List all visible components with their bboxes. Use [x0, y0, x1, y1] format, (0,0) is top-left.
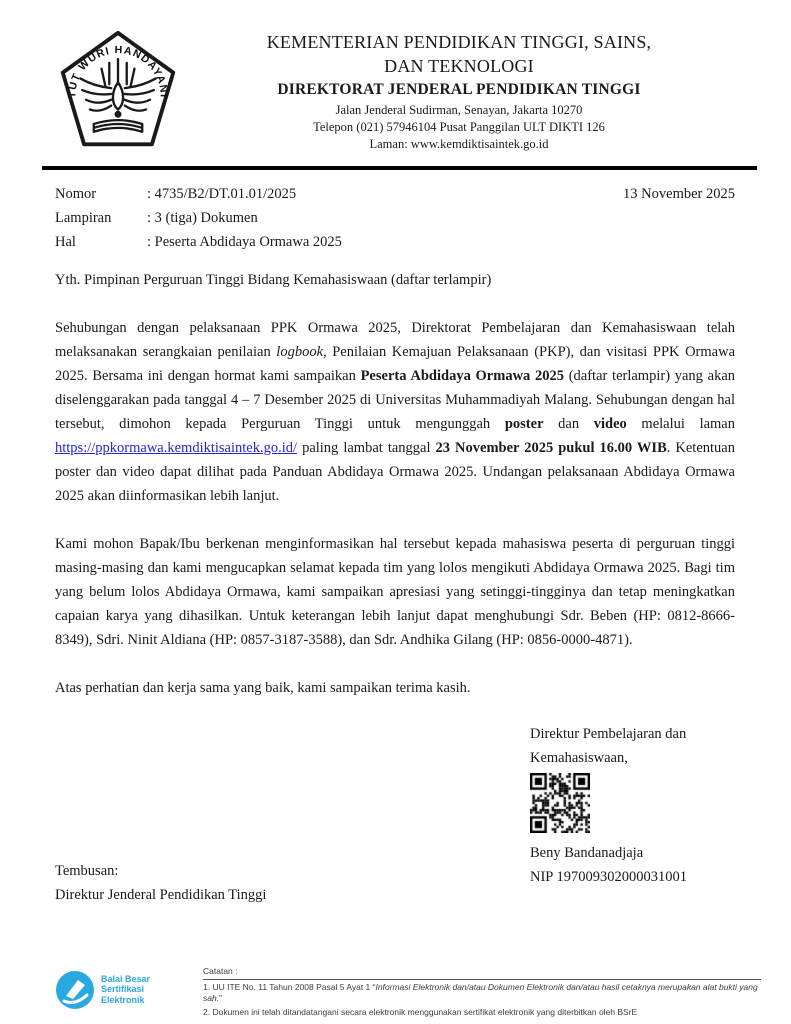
- catatan-label: Catatan :: [203, 965, 761, 980]
- tembusan-block: [55, 859, 530, 907]
- paragraph-2: Kami mohon Bapak/Ibu berkenan menginformasikan hal tersebut kepada mahasiswa peserta di perguruan tinggi masing-masing dan kami mengucapkan selamat kepada tim yang lolos mengikuti Abdidaya Ormawa 2025. Bagi tim yang belum lolos Abdidaya Ormawa, kami sampaikan apresiasi yang setinggi-tingginya dan tetap meningkatkan capaian karya yang dihasilkan. Untuk keterangan lebih lanjut dapat menghubungi Sdr. Beben (HP: 0812-8666-8349), Sdri. Ninit Aldiana (HP: 0857-3187-3588), dan Sdr. Andhika Gilang (HP: 0856-0000-4871).: [55, 536, 735, 648]
- directorate-name: DIREKTORAT JENDERAL PENDIDIKAN TINGGI: [277, 81, 641, 98]
- meta-value: : 3 (tiga) Dokumen: [147, 210, 258, 226]
- bsre-line1: Balai Besar: [101, 973, 151, 984]
- signer-name: Beny Bandanadjaja: [530, 845, 644, 861]
- tembusan-item: Direktur Jenderal Pendidikan Tinggi: [55, 887, 267, 903]
- bsre-line2: Sertifikasi: [101, 984, 145, 994]
- letter-meta: [55, 182, 735, 254]
- recipient-line: Yth. Pimpinan Perguruan Tinggi Bidang Kemahasiswaan (daftar terlampir): [55, 272, 492, 288]
- bsre-line3: Elektronik: [101, 994, 145, 1005]
- hyperlink[interactable]: https://ppkormawa.kemdiktisaintek.go.id/: [55, 440, 298, 456]
- phone-line: Telepon (021) 57946104 Pusat Panggilan ULT DIKTI 126: [313, 120, 605, 134]
- tut-wuri-handayani-logo-svg: [55, 28, 181, 156]
- signature-section: [55, 722, 735, 907]
- meta-row-hal: [55, 230, 735, 254]
- logo-emblem: [80, 59, 156, 132]
- bsre-footer: [55, 965, 761, 1019]
- signer-title-line1: Direktur Pembelajaran dan: [530, 726, 687, 742]
- letter-date: 13 November 2025: [623, 186, 735, 202]
- letterhead: [0, 0, 791, 161]
- tut-wuri-handayani-logo: [55, 28, 183, 161]
- website-line: Laman: www.kemdiktisaintek.go.id: [369, 137, 549, 151]
- ministry-name-line2: DAN TEKNOLOGI: [384, 56, 534, 76]
- letterhead-text: [183, 28, 735, 153]
- signer-nip: NIP 197009302000031001: [530, 869, 687, 885]
- meta-value: : 4735/B2/DT.01.01/2025: [147, 186, 297, 202]
- bsre-wordmark: [101, 970, 150, 1006]
- meta-label: Nomor: [55, 186, 97, 202]
- meta-label: Hal: [55, 234, 76, 250]
- bsre-icon: [55, 970, 95, 1010]
- ministry-name-line1: KEMENTERIAN PENDIDIKAN TINGGI, SAINS,: [266, 32, 652, 52]
- tembusan-label: Tembusan:: [55, 863, 119, 879]
- footer-notes: [203, 965, 761, 1019]
- signature-block: [530, 722, 735, 889]
- meta-value: : Peserta Abdidaya Ormawa 2025: [147, 234, 342, 250]
- signer-title-line2: Kemahasiswaan,: [530, 750, 628, 766]
- address-line: Jalan Jenderal Sudirman, Senayan, Jakarta 10270: [335, 103, 583, 117]
- meta-label: Lampiran: [55, 210, 112, 226]
- letter-content: [0, 182, 791, 907]
- letterhead-divider: [42, 166, 757, 170]
- meta-row-lampiran: [55, 206, 735, 230]
- closing-line: Atas perhatian dan kerja sama yang baik, kami sampaikan terima kasih.: [55, 680, 471, 696]
- footer-note-2: 2. Dokumen ini telah ditandatangani secara elektronik menggunakan sertifikat elektronik yang diterbitkan oleh BSrE: [203, 1006, 638, 1017]
- paragraph-1: Sehubungan dengan pelaksanaan PPK Ormawa 2025, Direktorat Pembelajaran dan Kemahasiswaan telah melaksanakan serangkaian penilaian logbook, Penilaian Kemajuan Pelaksanaan (PKP), dan visitasi PPK Ormawa 2025. Bersama ini dengan hormat kami sampaikan Peserta Abdidaya Ormawa 2025 (daftar terlampir) yang akan diselenggarakan pada tanggal 4 – 7 Desember 2025 di Universitas Muhammadiyah Malang. Sehubungan dengan hal tersebut, dimohon kepada Perguruan Tinggi untuk mengunggah poster dan video melalui laman https://ppkormawa.kemdiktisaintek.go.id/ paling lambat tanggal 23 November 2025 pukul 16.00 WIB. Ketentuan poster dan video dapat dilihat pada Panduan Abdidaya Ormawa 2025. Undangan pelaksanaan Abdidaya Ormawa 2025 akan diinformasikan lebih lanjut.: [55, 320, 736, 504]
- footer-note-1: 1. UU ITE No. 11 Tahun 2008 Pasal 5 Ayat 1 “Informasi Elektronik dan/atau Dokumen Elektronik dan/atau hasil cetaknya merupakan alat bukti yang sah.”: [203, 981, 758, 1003]
- signature-qr-code: [530, 773, 590, 833]
- bsre-logo-block: [55, 970, 203, 1010]
- logo-curved-text: TUT WURI HANDAYANI: [66, 44, 170, 99]
